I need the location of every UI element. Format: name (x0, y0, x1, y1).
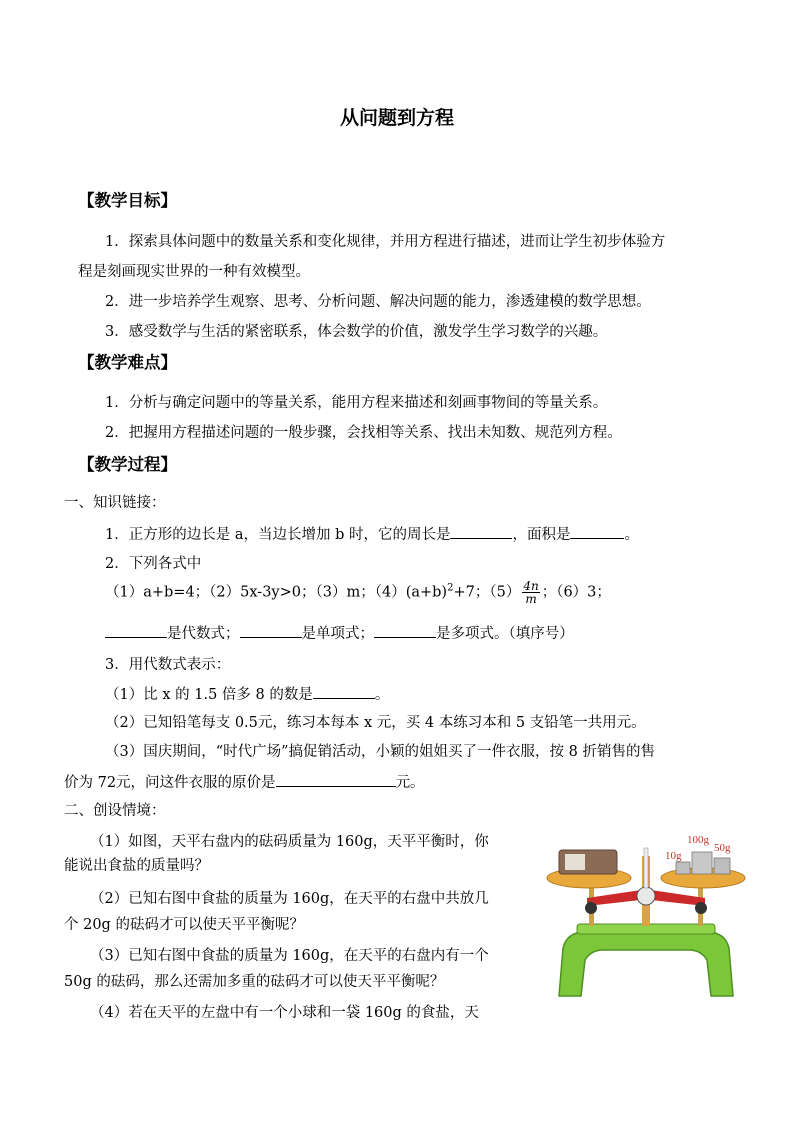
scenario-3-line-1: （3）已知右图中食盐的质量为 160g，在天平的右盘内有一个 (90, 948, 489, 964)
goal-2: 2．进一步培养学生观察、思考、分析问题、解决问题的能力，渗透建模的数学思想。 (105, 294, 651, 310)
question-3-3-text-b: 价为 72元，问这件衣服的原价是 (64, 775, 276, 791)
process-heading: 【教学过程】 (78, 455, 177, 474)
items-text-b: +7；（5） (453, 584, 521, 601)
answer-blank[interactable] (313, 684, 375, 699)
left-knob (585, 902, 597, 914)
part1-title: 一、知识链接： (64, 495, 166, 511)
scenario-2-line-2: 个 20g 的砝码才可以使天平平衡呢？ (64, 917, 304, 933)
question-2-answers (105, 623, 574, 644)
question-1-text-b: ，面积是 (512, 527, 571, 543)
exponent: 2 (447, 582, 454, 594)
question-3-1-text-b: 。 (374, 687, 390, 703)
answer-blank[interactable] (240, 623, 302, 638)
fraction-numerator: 4n (523, 579, 539, 593)
goal-1-line-1: 1．探索具体问题中的数量关系和变化规律，并用方程进行描述，进而让学生初步体验方 (105, 234, 666, 250)
scenario-1-line-2: 能说出食盐的质量吗？ (64, 858, 209, 874)
salt-package-label (565, 854, 585, 870)
difficulty-2: 2．把握用方程描述问题的一般步骤，会找相等关系、找出未知数、规范列方程。 (105, 425, 622, 441)
question-1-text-a: 1．正方形的边长是 a，当边长增加 b 时，它的周长是 (105, 527, 451, 543)
answer-blank[interactable] (276, 772, 396, 787)
scenario-2-line-1: （2）已知右图中食盐的质量为 160g，在天平的右盘中共放几 (90, 891, 489, 907)
balance-scale-illustration (541, 828, 751, 1008)
answer-blank[interactable] (105, 623, 167, 638)
scenario-3-line-2: 50g 的砝码，那么还需加多重的砝码才可以使天平平衡呢？ (64, 974, 445, 990)
right-knob (695, 902, 707, 914)
question-3-2: （2）已知铅笔每支 0.5元，练习本每本 x 元，买 4 本练习本和 5 支铅笔一共用元。 (105, 715, 646, 731)
question-3-1-text-a: （1）比 x 的 1.5 倍多 8 的数是 (105, 687, 313, 703)
question-1 (105, 524, 639, 545)
items-text-c: ；（6）3； (541, 584, 611, 601)
question-3-3-line-2 (64, 772, 425, 793)
pointer-needle (644, 848, 648, 888)
question-2-items (105, 580, 611, 614)
answers-text-c: 是多项式。（填序号） (436, 626, 574, 642)
fraction (522, 580, 539, 605)
answer-blank[interactable] (570, 524, 624, 539)
weight-50g (714, 858, 730, 874)
answers-text-a: 是代数式； (167, 626, 240, 642)
goals-heading: 【教学目标】 (78, 191, 177, 210)
items-text-a: （1）a+b=4；（2）5x-3y>0；（3）m；（4）(a+b) (105, 584, 448, 601)
label-100g: 100g (687, 834, 709, 846)
difficulty-heading: 【教学难点】 (78, 353, 177, 372)
label-50g: 50g (714, 842, 731, 854)
balance-scale-figure (541, 828, 751, 1008)
page-title: 从问题到方程 (339, 107, 454, 129)
scenario-4-line-1: （4）若在天平的左盘中有一个小球和一袋 160g 的食盐，天 (90, 1005, 479, 1021)
goal-1-line-2: 程是刻画现实世界的一种有效模型。 (78, 264, 310, 280)
weight-10g (676, 862, 690, 874)
question-3-3-line-1: （3）国庆期间，“时代广场”搞促销活动，小颖的姐姐买了一件衣服，按 8 折销售的售 (105, 744, 655, 760)
part2-title: 二、创设情境： (64, 803, 166, 819)
answer-blank[interactable] (450, 524, 512, 539)
scale-base (559, 932, 733, 996)
beam-pivot (637, 887, 655, 905)
difficulty-1: 1．分析与确定问题中的等量关系，能用方程来描述和刻画事物间的等量关系。 (105, 395, 608, 411)
question-1-text-c: 。 (624, 527, 639, 543)
question-3-1 (105, 684, 389, 705)
question-3-3-text-c: 元。 (395, 775, 425, 791)
label-10g: 10g (665, 850, 682, 862)
answers-text-b: 是单项式； (301, 626, 374, 642)
question-3: 3．用代数式表示： (105, 657, 231, 673)
answer-blank[interactable] (374, 623, 436, 638)
goal-3: 3．感受数学与生活的紧密联系，体会数学的价值，激发学生学习数学的兴趣。 (105, 324, 608, 340)
question-2: 2．下列各式中 (105, 556, 202, 572)
scenario-1-line-1: （1）如图，天平右盘内的砝码质量为 160g，天平平衡时，你 (90, 834, 489, 850)
weight-100g (692, 852, 712, 874)
fraction-denominator: m (525, 592, 537, 606)
